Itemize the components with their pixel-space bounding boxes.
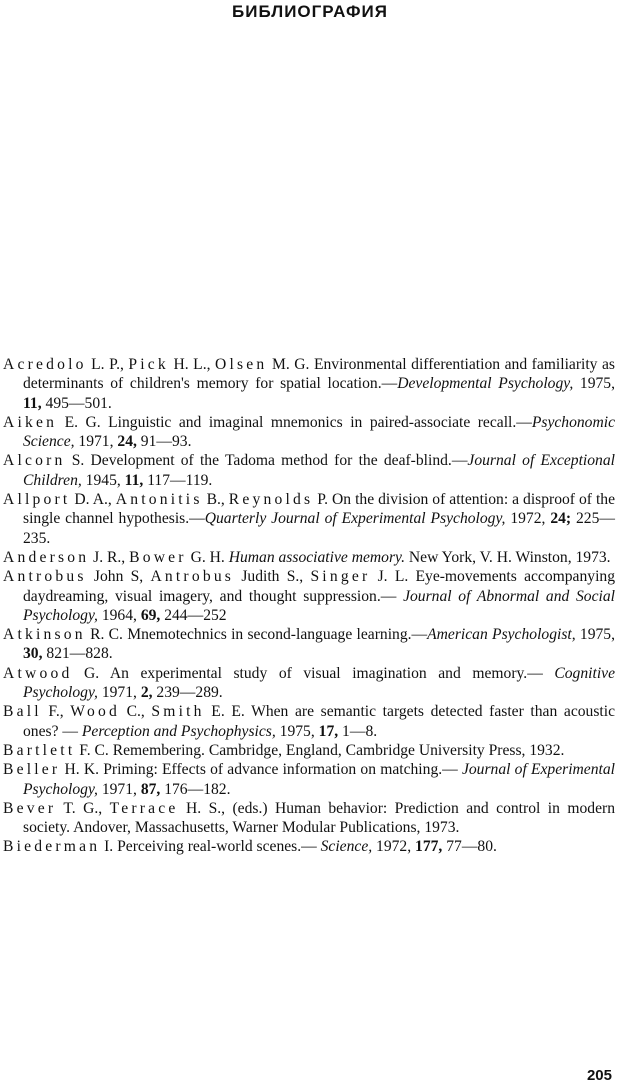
reference-item: Aiken E. G. Linguistic and imaginal mnemonics in paired-associate recall.—Psychonomic Science, 1971, 24, 91—93. — [3, 413, 615, 451]
page-number: 205 — [586, 1067, 612, 1084]
reference-item: Alcorn S. Development of the Tadoma method for the deaf-blind.—Journal of Exceptional Children, 1945, 11, 117—119. — [3, 452, 615, 489]
reference-item: Bever T. G., Terrace H. S., (eds.) Human behavior: Prediction and control in modern society. Andover, Massachusetts, Warner Modular Publications, 1973. — [3, 799, 615, 837]
reference-item: Biederman I. Perceiving real-world scenes.— Science, 1972, 177, 77—80. — [3, 838, 497, 856]
reference-item: Beller H. K. Priming: Effects of advance information on matching.— Journal of Experimental Psychology, 1971, 87, 176—182. — [3, 761, 615, 798]
reference-item: Antrobus John S, Antrobus Judith S., Singer J. L. Eye-movements accompanying daydreaming, visual imagery, and thought suppression.— Journal of Abnormal and Social Psychology, 1964, 69, 244—252 — [3, 568, 615, 624]
reference-list — [3, 355, 615, 857]
reference-item: Bartlett F. C. Remembering. Cambridge, England, Cambridge University Press, 1932. — [3, 741, 565, 759]
reference-item: Acredolo L. P., Pick H. L., Olsen M. G. Environmental differentiation and familiarity as determinants of children's memory for spatial location.—Developmental Psychology, 1975, 11, 495—501. — [3, 356, 615, 412]
reference-item: Anderson J. R., Bower G. H. Human associative memory. New York, V. H. Winston, 1973. — [3, 548, 611, 566]
reference-item: Atwood G. An experimental study of visual imagination and memory.— Cognitive Psychology, 1971, 2, 239—289. — [3, 664, 615, 702]
reference-item: Ball F., Wood C., Smith E. E. When are semantic targets detected faster than acoustic ones? — Perception and Psychophysics, 1975, 17, 1—8. — [3, 703, 615, 740]
page-title: БИБЛИОГРАФИЯ — [232, 2, 388, 21]
reference-item: Allport D. A., Antonitis B., Reynolds P. On the division of attention: a disproof of the single channel hypothesis.—Quarterly Journal of Experimental Psychology, 1972, 24; 225—235. — [3, 491, 615, 547]
reference-item: Atkinson R. C. Mnemotechnics in second-language learning.—American Psychologist, 1975, 30, 821—828. — [3, 626, 615, 663]
